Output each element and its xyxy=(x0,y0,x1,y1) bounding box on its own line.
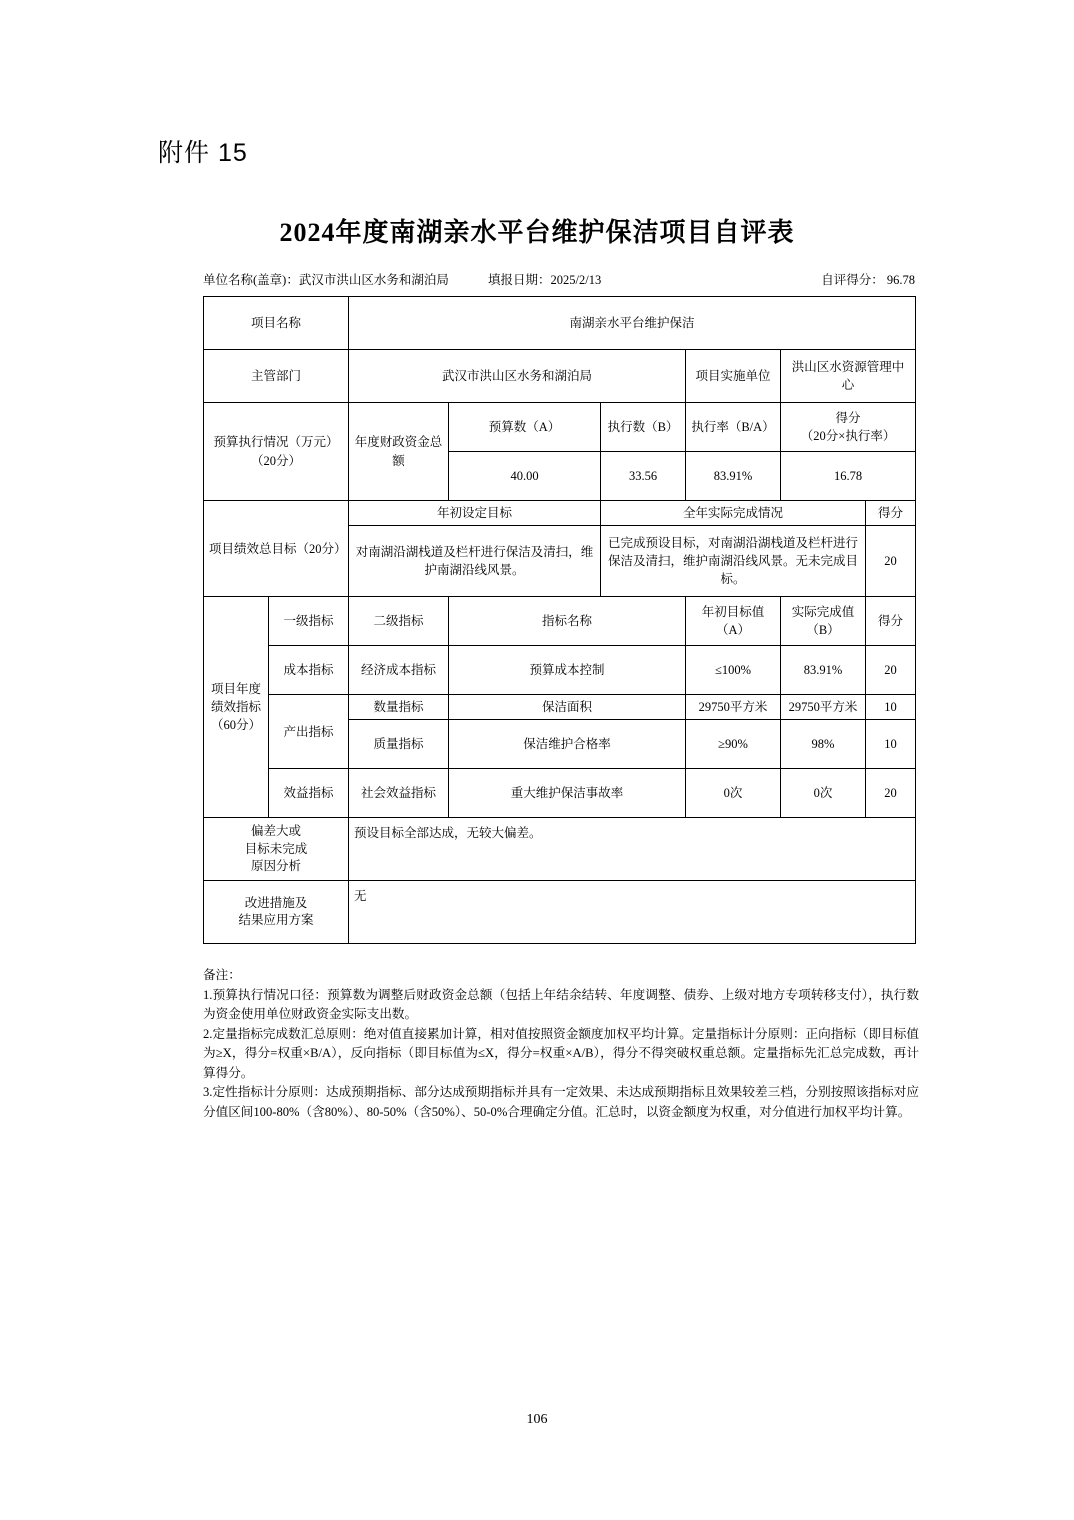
deviation-text: 预设目标全部达成，无较大偏差。 xyxy=(349,818,916,881)
table-row xyxy=(204,881,916,944)
val-rate: 83.91% xyxy=(686,452,781,501)
annual-index-label-line2: 绩效指标 xyxy=(210,700,261,715)
hdr-level1: 一级指标 xyxy=(269,597,349,646)
notes-title: 备注： xyxy=(203,968,241,982)
col-score-header-line1: 得分 xyxy=(835,410,861,425)
indicator-name: 重大维护保洁事故率 xyxy=(449,769,686,818)
indicator-target: 0次 xyxy=(686,769,781,818)
indicator-target: ≤100% xyxy=(686,646,781,695)
indicator-level1: 产出指标 xyxy=(269,695,349,769)
fill-date: 填报日期：2025/2/13 xyxy=(488,273,602,287)
dept-label: 主管部门 xyxy=(204,350,349,403)
year-actual-text: 已完成预设目标，对南湖沿湖栈道及栏杆进行保洁及清扫，维护南湖沿线风景。无未完成目标。 xyxy=(601,526,866,597)
self-score: 自评得分： 96.78 xyxy=(821,273,915,287)
indicator-level2: 数量指标 xyxy=(349,695,449,720)
table-row xyxy=(204,646,916,695)
indicator-actual: 29750平方米 xyxy=(781,695,866,720)
hdr-name: 指标名称 xyxy=(449,597,686,646)
note-1: 1.预算执行情况口径：预算数为调整后财政资金总额（包括上年结余结转、年度调整、债券、上级对地方专项转移支付），执行数为资金使用单位财政资金实际支出数。 xyxy=(203,987,919,1022)
perf-goal-label: 项目绩效总目标（20分） xyxy=(204,501,349,597)
col-rate-header: 执行率（B/A） xyxy=(686,403,781,452)
hdr-score: 得分 xyxy=(866,597,916,646)
dept-value: 武汉市洪山区水务和湖泊局 xyxy=(349,350,686,403)
val-exec: 33.56 xyxy=(601,452,686,501)
indicator-level2: 社会效益指标 xyxy=(349,769,449,818)
table-row xyxy=(204,403,916,452)
col-score-header-line2: （20分×执行率） xyxy=(800,429,896,443)
attachment-label: 附件 15 xyxy=(158,139,248,167)
table-row xyxy=(204,818,916,881)
page-title: 2024年度南湖亲水平台维护保洁项目自评表 xyxy=(279,218,795,247)
project-name-label: 项目名称 xyxy=(204,297,349,350)
annual-index-label-line1: 项目年度 xyxy=(210,682,261,696)
deviation-label-line2: 目标未完成 xyxy=(244,841,308,856)
indicator-level1: 成本指标 xyxy=(269,646,349,695)
improve-text: 无 xyxy=(349,881,916,944)
year-goal-text: 对南湖沿湖栈道及栏杆进行保洁及清扫，维护南湖沿线风景。 xyxy=(349,526,601,597)
table-row xyxy=(204,350,916,403)
indicator-level1: 效益指标 xyxy=(269,769,349,818)
indicator-actual: 0次 xyxy=(781,769,866,818)
col-exec-header: 执行数（B） xyxy=(601,403,686,452)
val-budget: 40.00 xyxy=(449,452,601,501)
indicator-level2: 质量指标 xyxy=(349,720,449,769)
indicator-score: 10 xyxy=(866,720,916,769)
indicator-target: 29750平方米 xyxy=(686,695,781,720)
budget-exec-label-line1: 预算执行情况（万元） xyxy=(213,435,339,450)
project-name-value: 南湖亲水平台维护保洁 xyxy=(349,297,916,350)
evaluation-table xyxy=(203,296,916,944)
improve-label-line2: 结果应用方案 xyxy=(238,913,314,928)
table-row xyxy=(204,769,916,818)
val-score: 16.78 xyxy=(781,452,916,501)
annual-index-label-line3: （60分） xyxy=(210,718,261,733)
impl-unit-value: 洪山区水资源管理中心 xyxy=(781,350,916,403)
indicator-target: ≥90% xyxy=(686,720,781,769)
indicator-score: 20 xyxy=(866,769,916,818)
table-row xyxy=(204,297,916,350)
deviation-label-line1: 偏差大或 xyxy=(251,824,302,838)
col-year-goal-header: 年初设定目标 xyxy=(349,501,601,526)
indicator-name: 保洁面积 xyxy=(449,695,686,720)
hdr-actual: 实际完成值（B） xyxy=(781,597,866,646)
table-row xyxy=(204,597,916,646)
indicator-score: 10 xyxy=(866,695,916,720)
indicator-level2: 经济成本指标 xyxy=(349,646,449,695)
annual-fund-label: 年度财政资金总额 xyxy=(349,403,449,501)
indicator-name: 保洁维护合格率 xyxy=(449,720,686,769)
hdr-target: 年初目标值（A） xyxy=(686,597,781,646)
col-score-small-header: 得分 xyxy=(866,501,916,526)
note-3: 3.定性指标计分原则：达成预期指标、部分达成预期指标并具有一定效果、未达成预期指标且效果较差三档，分别按照该指标对应分值区间100-80%（含80%）、80-50%（含50%）、50-0%合理确定分值。汇总时，以资金额度为权重，对分值进行加权平均计算。 xyxy=(203,1085,919,1119)
hdr-level2: 二级指标 xyxy=(349,597,449,646)
indicator-score: 20 xyxy=(866,646,916,695)
deviation-label-line3: 原因分析 xyxy=(251,859,302,873)
col-score-header xyxy=(781,403,916,452)
indicator-actual: 98% xyxy=(781,720,866,769)
annual-index-label xyxy=(204,597,269,818)
perf-goal-score: 20 xyxy=(866,526,916,597)
notes-section xyxy=(203,966,919,1122)
deviation-label xyxy=(204,818,349,881)
unit-name: 单位名称(盖章)：武汉市洪山区水务和湖泊局 xyxy=(203,273,449,287)
budget-exec-label xyxy=(204,403,349,501)
indicator-name: 预算成本控制 xyxy=(449,646,686,695)
improve-label-line1: 改进措施及 xyxy=(244,895,308,910)
page-number: 106 xyxy=(526,1412,548,1427)
impl-unit-label: 项目实施单位 xyxy=(686,350,781,403)
indicator-actual: 83.91% xyxy=(781,646,866,695)
improve-label xyxy=(204,881,349,944)
note-2: 2.定量指标完成数汇总原则：绝对值直接累加计算，相对值按照资金额度加权平均计算。定量指标计分原则：正向指标（即目标值为≥X，得分=权重×B/A），反向指标（即目标值为≤X，得分=权重×A/B），得分不得突破权重总额。定量指标先汇总完成数，再计算得分。 xyxy=(203,1026,919,1080)
table-row xyxy=(204,501,916,526)
table-row xyxy=(204,695,916,720)
col-year-actual-header: 全年实际完成情况 xyxy=(601,501,866,526)
budget-exec-label-line2: （20分） xyxy=(251,453,302,468)
col-budget-header: 预算数（A） xyxy=(449,403,601,452)
